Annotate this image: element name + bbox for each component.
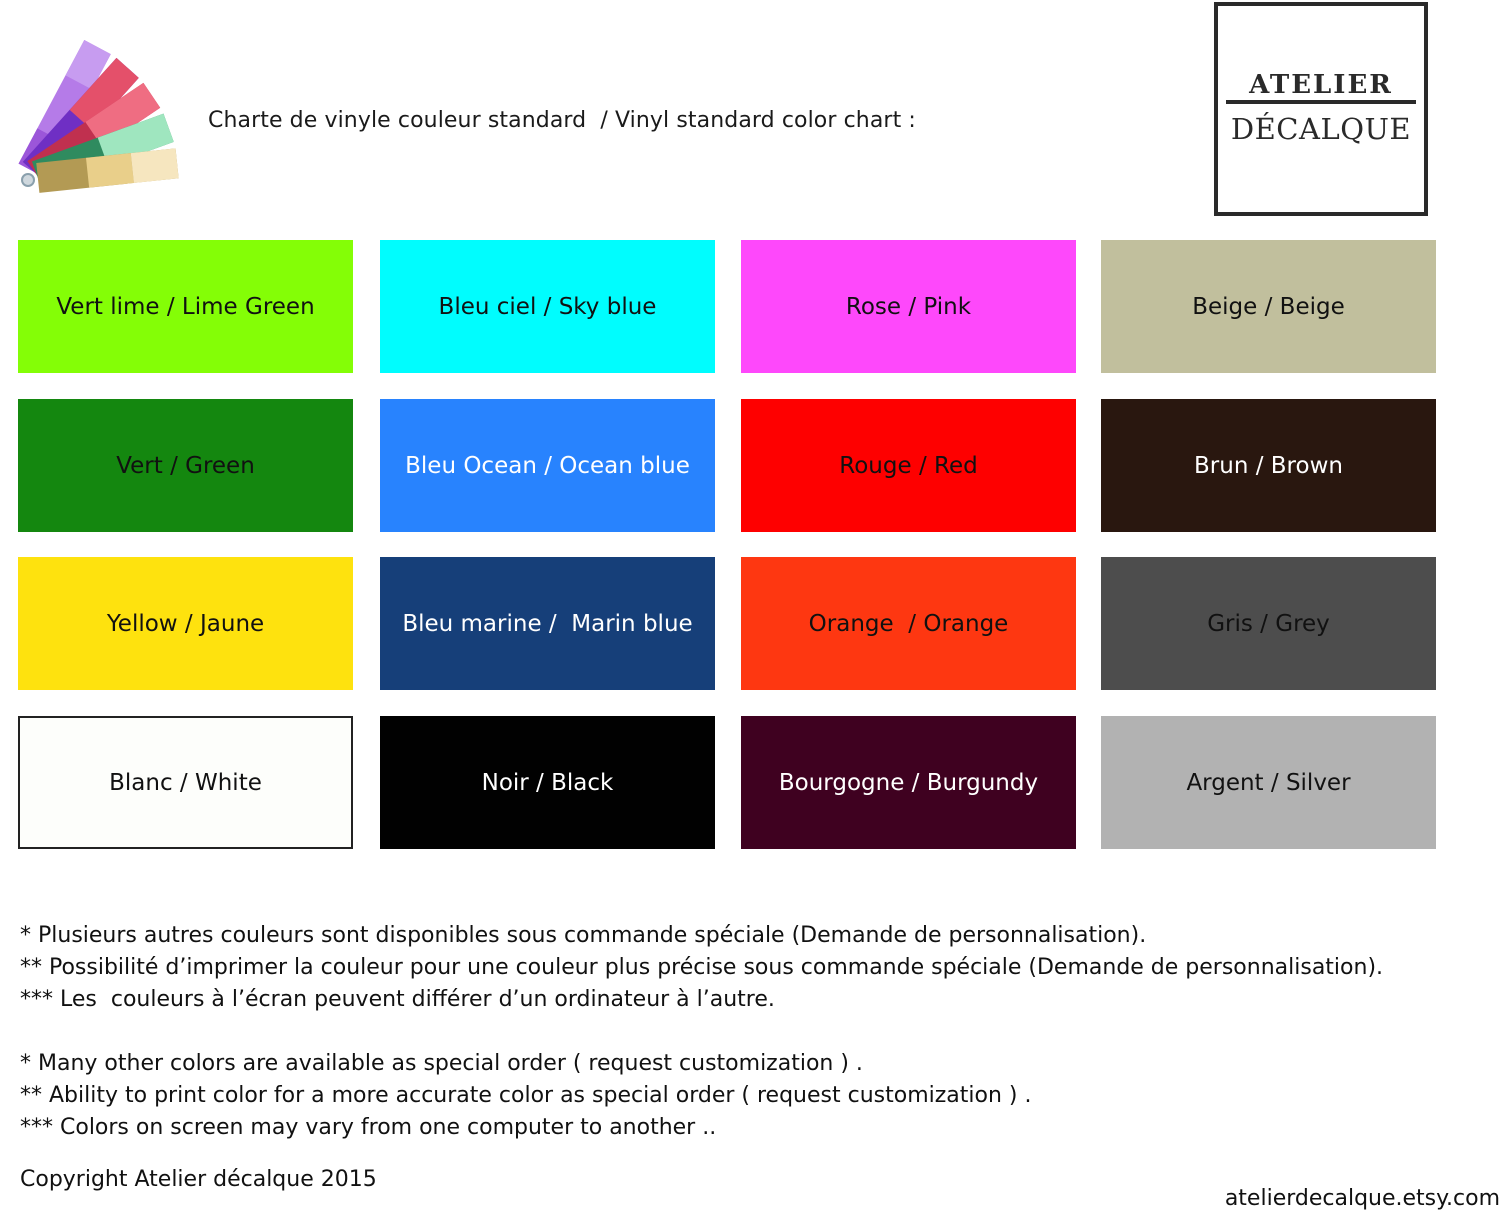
color-swatch	[741, 399, 1076, 532]
swatch-label: Gris / Grey	[1207, 610, 1330, 637]
note-line: *** Les couleurs à l’écran peuvent différer d’un ordinateur à l’autre.	[20, 987, 775, 1012]
swatch-label: Blanc / White	[109, 769, 262, 796]
swatch-label: Brun / Brown	[1194, 452, 1343, 479]
swatch-label: Vert / Green	[116, 452, 255, 479]
color-swatch	[1101, 716, 1436, 849]
notes-french	[20, 920, 1383, 1144]
swatch-label: Bourgogne / Burgundy	[778, 769, 1039, 796]
color-swatch	[741, 240, 1076, 373]
color-swatch	[1101, 399, 1436, 532]
color-swatch	[18, 716, 353, 849]
chart-title: Charte de vinyle couleur standard / Vinyl standard color chart :	[208, 108, 916, 133]
swatch-label: Vert lime / Lime Green	[56, 293, 315, 320]
swatch-label: Argent / Silver	[1186, 769, 1351, 796]
note-line: ** Possibilité d’imprimer la couleur pour une couleur plus précise sous commande spéciale (Demande de personnalisation).	[20, 955, 1384, 980]
note-line: ** Ability to print color for a more accurate color as special order ( request customization ) .	[20, 1083, 1032, 1108]
color-swatch	[380, 240, 715, 373]
swatch-label: Bleu marine / Marin blue	[402, 610, 693, 637]
swatch-label: Yellow / Jaune	[106, 610, 265, 637]
color-swatch	[380, 716, 715, 849]
logo-line-decalque: DÉCALQUE	[1230, 112, 1412, 146]
swatch-label: Rose / Pink	[845, 293, 972, 320]
color-swatch	[18, 240, 353, 373]
swatch-label: Noir / Black	[481, 769, 614, 796]
swatch-label: Beige / Beige	[1192, 293, 1345, 320]
note-line: *** Colors on screen may vary from one computer to another ..	[20, 1115, 717, 1140]
color-swatch	[380, 399, 715, 532]
copyright-text: Copyright Atelier décalque 2015	[20, 1167, 377, 1192]
color-swatch	[1101, 557, 1436, 690]
swatch-label: Bleu ciel / Sky blue	[438, 293, 657, 320]
logo-line-atelier: ATELIER	[1249, 70, 1393, 100]
color-swatch	[741, 557, 1076, 690]
color-swatch	[1101, 240, 1436, 373]
swatch-label: Orange / Orange	[808, 610, 1009, 637]
color-swatch	[18, 557, 353, 690]
color-swatch	[380, 557, 715, 690]
note-line: * Many other colors are available as special order ( request customization ) .	[20, 1051, 863, 1076]
color-swatch	[18, 399, 353, 532]
note-line: * Plusieurs autres couleurs sont disponibles sous commande spéciale (Demande de personnalisation).	[20, 923, 1147, 948]
website-link[interactable]: atelierdecalque.etsy.com	[1224, 1186, 1500, 1211]
swatch-label: Bleu Ocean / Ocean blue	[405, 452, 690, 479]
swatch-label: Rouge / Red	[839, 452, 978, 479]
color-swatch	[741, 716, 1076, 849]
